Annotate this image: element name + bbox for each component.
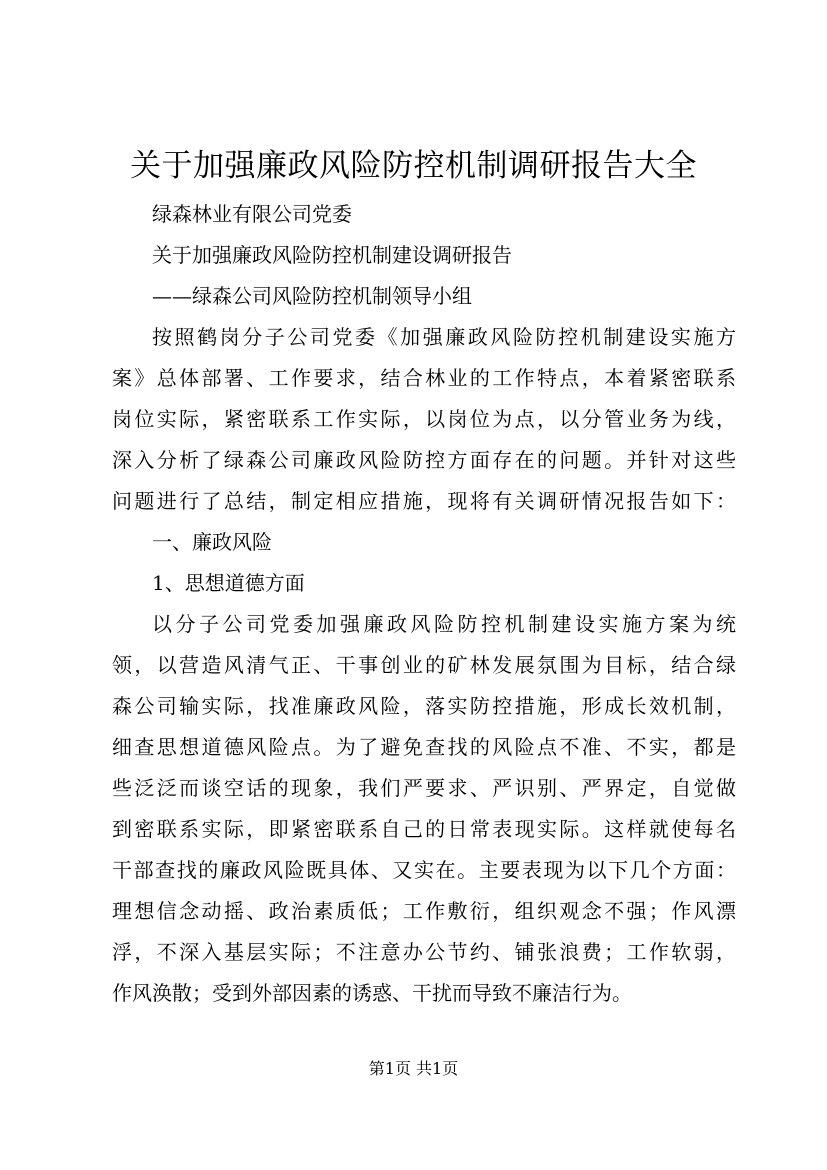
paragraph-line: 浮，不深入基层实际；不注意办公节约、铺张浪费；工作软弱， <box>112 940 736 964</box>
document-title: 关于加强廉政风险防控机制调研报告大全 <box>130 148 697 184</box>
document-body <box>112 194 736 1014</box>
subsection-heading: 1、思想道德方面 <box>152 571 305 595</box>
report-author-line: ——绿森公司风险防控机制领导小组 <box>152 284 472 308</box>
paragraph-line: 以分子公司党委加强廉政风险防控机制建设实施方案为统 <box>152 612 736 636</box>
paragraph-line: 岗位实际，紧密联系工作实际，以岗位为点，以分管业务为线， <box>112 407 736 431</box>
report-title-line: 关于加强廉政风险防控机制建设调研报告 <box>152 243 512 267</box>
paragraph-line: 案》总体部署、工作要求，结合林业的工作特点，本着紧密联系 <box>112 366 736 390</box>
paragraph-line: 领，以营造风清气正、干事创业的矿林发展氛围为目标，结合绿 <box>112 653 736 677</box>
paragraph-line: 作风涣散；受到外部因素的诱惑、干扰而导致不廉洁行为。 <box>112 981 632 1005</box>
paragraph-line: 细查思想道德风险点。为了避免查找的风险点不准、不实，都是 <box>112 735 736 759</box>
paragraph-line: 森公司输实际，找准廉政风险，落实防控措施，形成长效机制， <box>112 694 736 718</box>
section-heading: 一、廉政风险 <box>152 530 272 554</box>
paragraph-line: 问题进行了总结，制定相应措施，现将有关调研情况报告如下： <box>112 489 736 513</box>
org-name-line: 绿森林业有限公司党委 <box>152 202 352 226</box>
paragraph-line: 些泛泛而谈空话的现象，我们严要求、严识别、严界定，自觉做 <box>112 776 736 800</box>
paragraph-line: 干部查找的廉政风险既具体、又实在。主要表现为以下几个方面： <box>112 858 736 882</box>
paragraph-line: 按照鹤岗分子公司党委《加强廉政风险防控机制建设实施方 <box>152 325 736 349</box>
page-number-footer: 第1页 共1页 <box>368 1059 459 1078</box>
paragraph-line: 理想信念动摇、政治素质低；工作敷衍，组织观念不强；作风漂 <box>112 899 736 923</box>
paragraph-line: 深入分析了绿森公司廉政风险防控方面存在的问题。并针对这些 <box>112 448 736 472</box>
paragraph-line: 到密联系实际，即紧密联系自己的日常表现实际。这样就使每名 <box>112 817 736 841</box>
